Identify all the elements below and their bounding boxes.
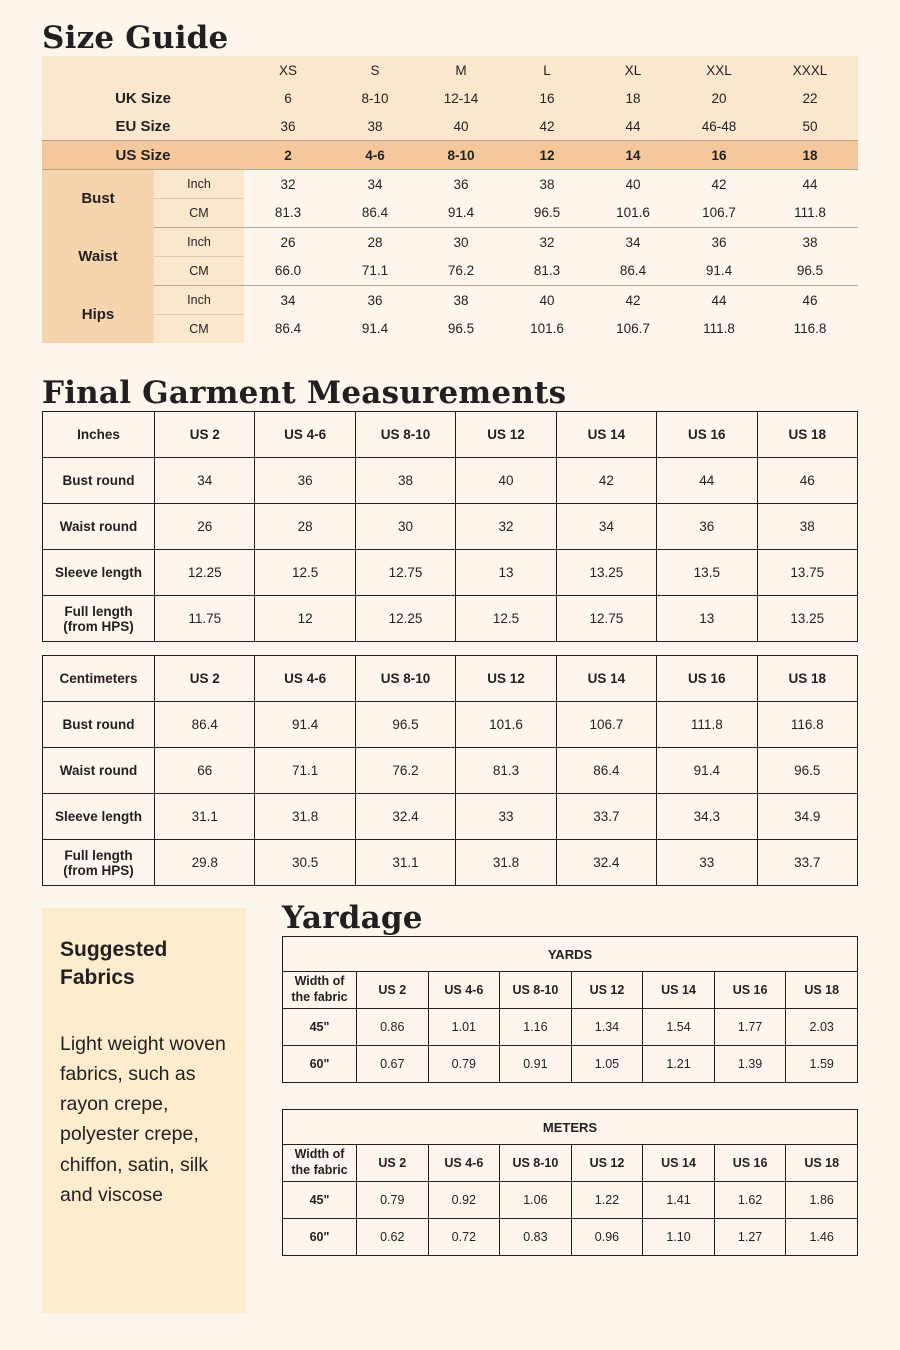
cell: 44 [711, 292, 727, 308]
row-label: EU Size [42, 112, 244, 141]
cell: 38 [539, 176, 555, 192]
cell: 0.96 [571, 1219, 643, 1256]
cell: 38 [355, 458, 455, 504]
heading-line2: Fabrics [60, 966, 135, 990]
cell: 1.06 [500, 1182, 572, 1219]
final-garment-inches-table [42, 411, 858, 642]
cell: 13.25 [757, 596, 857, 642]
column-header: US 18 [786, 972, 858, 1009]
cell: 0.79 [428, 1046, 500, 1083]
cell: 32 [456, 504, 556, 550]
cell: 96.5 [757, 748, 857, 794]
cell: 81.3 [456, 748, 556, 794]
column-header: US 8-10 [355, 656, 455, 702]
column-header: US 12 [571, 972, 643, 1009]
cell: 33.7 [757, 840, 857, 886]
cell: 34 [625, 234, 641, 250]
cell: 1.39 [714, 1046, 786, 1083]
cell: 13.5 [657, 550, 757, 596]
cell: 40 [418, 112, 504, 141]
cell: 91.4 [418, 199, 504, 228]
band-label: YARDS [283, 937, 858, 972]
cell: 34 [556, 504, 656, 550]
cell: 36 [657, 504, 757, 550]
row-label: 45" [283, 1009, 357, 1046]
column-header: US 8-10 [500, 972, 572, 1009]
cell: 66.0 [244, 257, 332, 286]
row-label: 45" [283, 1182, 357, 1219]
bust-inch-row [42, 170, 858, 199]
width-of-fabric-header [283, 972, 357, 1009]
cell: 1.34 [571, 1009, 643, 1046]
table-row [283, 1009, 858, 1046]
cell: 28 [255, 504, 355, 550]
cell: 28 [367, 234, 383, 250]
cell: 106.7 [676, 199, 762, 228]
cell: 13 [657, 596, 757, 642]
measure-label-bust: Bust [42, 170, 154, 228]
size-guide-letter-row [42, 56, 858, 84]
table-header-row [43, 656, 858, 702]
letter-size-cell: XXXL [762, 56, 858, 84]
column-header: US 16 [714, 1145, 786, 1182]
cell: 46 [757, 458, 857, 504]
cell: 86.4 [590, 257, 676, 286]
cell: 76.2 [418, 257, 504, 286]
cell: 0.92 [428, 1182, 500, 1219]
cell: 76.2 [355, 748, 455, 794]
cell: 16 [676, 141, 762, 170]
suggested-fabrics-body: Light weight woven fabrics, such as rayon crepe, polyester crepe, chiffon, satin, silk and viscose [60, 1032, 226, 1206]
cell: 12 [504, 141, 590, 170]
cell: 13.25 [556, 550, 656, 596]
hips-inch-row [42, 286, 858, 315]
cell: 40 [456, 458, 556, 504]
cell: 29.8 [155, 840, 255, 886]
cell: 71.1 [332, 257, 418, 286]
cell: 36 [711, 234, 727, 250]
letter-size-cell: L [504, 56, 590, 84]
cell: 91.4 [657, 748, 757, 794]
cell: 33 [456, 794, 556, 840]
cell: 1.27 [714, 1219, 786, 1256]
row-label: 60" [283, 1046, 357, 1083]
cell: 13.75 [757, 550, 857, 596]
cell: 44 [657, 458, 757, 504]
cell: 86.4 [274, 321, 302, 337]
cell: 96.5 [504, 199, 590, 228]
column-header: Inches [43, 412, 155, 458]
row-label: Bust round [43, 702, 155, 748]
cell: 0.72 [428, 1219, 500, 1256]
cell: 42 [504, 112, 590, 141]
table-row [43, 702, 858, 748]
column-header: US 18 [757, 656, 857, 702]
row-label: US Size [42, 141, 244, 170]
table-header-row [43, 412, 858, 458]
yards-band-row [283, 937, 858, 972]
cell: 42 [711, 176, 727, 192]
yardage-section [282, 900, 858, 1256]
letter-size-cell: XS [244, 56, 332, 84]
cell: 34 [155, 458, 255, 504]
yardage-title: Yardage [282, 900, 423, 936]
column-header: US 4-6 [428, 1145, 500, 1182]
cell: 14 [590, 141, 676, 170]
cell: 12.25 [355, 596, 455, 642]
cell: 33 [657, 840, 757, 886]
unit-label: CM [154, 199, 244, 228]
column-header: US 14 [643, 1145, 715, 1182]
cell: 111.8 [762, 199, 858, 228]
row-label: Waist round [43, 748, 155, 794]
header-line2: the fabric [291, 1163, 348, 1177]
cell: 18 [762, 141, 858, 170]
waist-cm-row [42, 257, 858, 286]
column-header: US 16 [657, 656, 757, 702]
cell: 86.4 [556, 748, 656, 794]
cell: 0.83 [500, 1219, 572, 1256]
yardage-yards-table [282, 936, 858, 1083]
cell: 30 [355, 504, 455, 550]
row-label: Bust round [43, 458, 155, 504]
unit-label: Inch [154, 286, 244, 315]
cell: 26 [280, 234, 296, 250]
width-of-fabric-header [283, 1145, 357, 1182]
column-header: US 12 [456, 412, 556, 458]
unit-label: CM [154, 257, 244, 286]
cell: 0.91 [500, 1046, 572, 1083]
table-row [43, 748, 858, 794]
cell: 32.4 [556, 840, 656, 886]
measure-label-hips: Hips [42, 286, 154, 344]
cell: 1.10 [643, 1219, 715, 1256]
row-label [43, 840, 155, 886]
cell: 34 [280, 292, 296, 308]
row-label-line1: Full length [64, 603, 133, 619]
cell: 38 [332, 112, 418, 141]
cell: 31.1 [355, 840, 455, 886]
column-header: US 14 [556, 412, 656, 458]
cell: 91.4 [255, 702, 355, 748]
measure-label-waist: Waist [42, 228, 154, 286]
cell: 12.25 [155, 550, 255, 596]
cell: 38 [453, 292, 469, 308]
cell: 0.67 [357, 1046, 429, 1083]
column-header: US 18 [786, 1145, 858, 1182]
table-row [43, 794, 858, 840]
column-header: US 2 [357, 972, 429, 1009]
cell: 36 [255, 458, 355, 504]
bust-cm-row [42, 199, 858, 228]
cell: 0.79 [357, 1182, 429, 1219]
cell: 1.05 [571, 1046, 643, 1083]
row-label [43, 596, 155, 642]
cell: 1.54 [643, 1009, 715, 1046]
uk-size-row [42, 84, 858, 112]
cell: 81.3 [244, 199, 332, 228]
column-header: US 4-6 [255, 412, 355, 458]
row-label-line1: Full length [64, 847, 133, 863]
cell: 44 [802, 176, 818, 192]
cell: 38 [802, 234, 818, 250]
cell: 32.4 [355, 794, 455, 840]
size-guide-title: Size Guide [42, 20, 229, 56]
size-guide-table [42, 56, 858, 343]
cell: 86.4 [155, 702, 255, 748]
cell: 12 [255, 596, 355, 642]
suggested-fabrics-heading [60, 936, 226, 993]
cell: 20 [676, 84, 762, 112]
us-size-row [42, 141, 858, 170]
table-row [43, 458, 858, 504]
letter-size-cell: XXL [676, 56, 762, 84]
table-row [43, 504, 858, 550]
cell: 32 [539, 234, 555, 250]
cell: 40 [625, 176, 641, 192]
cell: 30.5 [255, 840, 355, 886]
cell: 38 [757, 504, 857, 550]
cell: 40 [539, 292, 555, 308]
letter-size-cell: S [332, 56, 418, 84]
table-row [283, 1046, 858, 1083]
cell: 101.6 [590, 199, 676, 228]
cell: 34.3 [657, 794, 757, 840]
cell: 12.75 [355, 550, 455, 596]
heading-line1: Suggested [60, 938, 168, 961]
row-label-line2: (from HPS) [63, 618, 134, 634]
cell: 34 [367, 176, 383, 192]
cell: 101.6 [456, 702, 556, 748]
cell: 71.1 [255, 748, 355, 794]
cell: 22 [762, 84, 858, 112]
cell: 18 [590, 84, 676, 112]
column-header: US 4-6 [255, 656, 355, 702]
column-header: US 14 [643, 972, 715, 1009]
column-header: US 16 [657, 412, 757, 458]
column-header: US 8-10 [500, 1145, 572, 1182]
table-header-row [283, 1145, 858, 1182]
table-row [43, 596, 858, 642]
cell: 46 [802, 292, 818, 308]
cell: 0.62 [357, 1219, 429, 1256]
eu-size-row [42, 112, 858, 141]
header-line1: Width of [294, 1147, 345, 1162]
letter-size-cell: XL [590, 56, 676, 84]
cell: 31.1 [155, 794, 255, 840]
column-header: US 4-6 [428, 972, 500, 1009]
cell: 1.01 [428, 1009, 500, 1046]
cell: 1.77 [714, 1009, 786, 1046]
suggested-fabrics-panel [42, 908, 246, 1313]
column-header: US 16 [714, 972, 786, 1009]
cell: 2 [244, 141, 332, 170]
cell: 0.86 [357, 1009, 429, 1046]
cell: 1.21 [643, 1046, 715, 1083]
cell: 116.8 [757, 702, 857, 748]
cell: 44 [590, 112, 676, 141]
table-header-row [283, 972, 858, 1009]
cell: 42 [556, 458, 656, 504]
cell: 4-6 [332, 141, 418, 170]
cell: 106.7 [616, 321, 650, 337]
cell: 36 [244, 112, 332, 141]
final-garment-title: Final Garment Measurements [42, 375, 567, 411]
column-header: US 14 [556, 656, 656, 702]
header-line1: Width of [294, 974, 345, 989]
cell: 116.8 [793, 321, 827, 337]
cell: 11.75 [155, 596, 255, 642]
table-row [283, 1182, 858, 1219]
band-label: METERS [283, 1110, 858, 1145]
cell: 36 [367, 292, 383, 308]
column-header: US 18 [757, 412, 857, 458]
cell: 12-14 [418, 84, 504, 112]
row-label: Waist round [43, 504, 155, 550]
column-header: US 12 [456, 656, 556, 702]
size-guide-section [42, 20, 858, 343]
unit-label: Inch [154, 170, 244, 199]
cell: 2.03 [786, 1009, 858, 1046]
cell: 12.75 [556, 596, 656, 642]
cell: 101.6 [530, 321, 564, 337]
row-label: 60" [283, 1219, 357, 1256]
cell: 96.5 [762, 257, 858, 286]
cell: 12.5 [255, 550, 355, 596]
cell: 1.62 [714, 1182, 786, 1219]
cell: 1.41 [643, 1182, 715, 1219]
cell: 96.5 [355, 702, 455, 748]
cell: 31.8 [456, 840, 556, 886]
row-label: UK Size [42, 84, 244, 112]
waist-inch-row [42, 228, 858, 257]
row-label-line2: (from HPS) [63, 862, 134, 878]
row-label: Sleeve length [43, 550, 155, 596]
cell: 66 [155, 748, 255, 794]
cell: 8-10 [332, 84, 418, 112]
cell: 91.4 [361, 321, 389, 337]
cell: 6 [244, 84, 332, 112]
cell: 8-10 [418, 141, 504, 170]
cell: 1.59 [786, 1046, 858, 1083]
letter-size-cell: M [418, 56, 504, 84]
cell: 111.8 [657, 702, 757, 748]
cell: 106.7 [556, 702, 656, 748]
cell: 50 [762, 112, 858, 141]
cell: 36 [453, 176, 469, 192]
cell: 1.86 [786, 1182, 858, 1219]
cell: 26 [155, 504, 255, 550]
column-header: US 12 [571, 1145, 643, 1182]
unit-label: Inch [154, 228, 244, 257]
cell: 1.22 [571, 1182, 643, 1219]
cell: 34.9 [757, 794, 857, 840]
column-header: US 2 [357, 1145, 429, 1182]
table-row [43, 550, 858, 596]
column-header: US 2 [155, 656, 255, 702]
yardage-meters-table [282, 1109, 858, 1256]
cell: 86.4 [332, 199, 418, 228]
cell: 16 [504, 84, 590, 112]
cell: 81.3 [504, 257, 590, 286]
table-row [283, 1219, 858, 1256]
meters-band-row [283, 1110, 858, 1145]
cell: 12.5 [456, 596, 556, 642]
cell: 30 [453, 234, 469, 250]
cell: 111.8 [703, 321, 735, 337]
final-garment-section [42, 375, 858, 886]
column-header: Centimeters [43, 656, 155, 702]
unit-label: CM [154, 315, 244, 344]
cell: 1.46 [786, 1219, 858, 1256]
hips-cm-row [42, 315, 858, 344]
column-header: US 2 [155, 412, 255, 458]
cell: 13 [456, 550, 556, 596]
cell: 46-48 [676, 112, 762, 141]
cell: 96.5 [447, 321, 475, 337]
column-header: US 8-10 [355, 412, 455, 458]
cell: 32 [280, 176, 296, 192]
cell: 33.7 [556, 794, 656, 840]
row-label: Sleeve length [43, 794, 155, 840]
table-row [43, 840, 858, 886]
cell: 1.16 [500, 1009, 572, 1046]
cell: 31.8 [255, 794, 355, 840]
cell: 91.4 [676, 257, 762, 286]
final-garment-centimeters-table [42, 655, 858, 886]
header-line2: the fabric [291, 990, 348, 1004]
cell: 42 [625, 292, 641, 308]
